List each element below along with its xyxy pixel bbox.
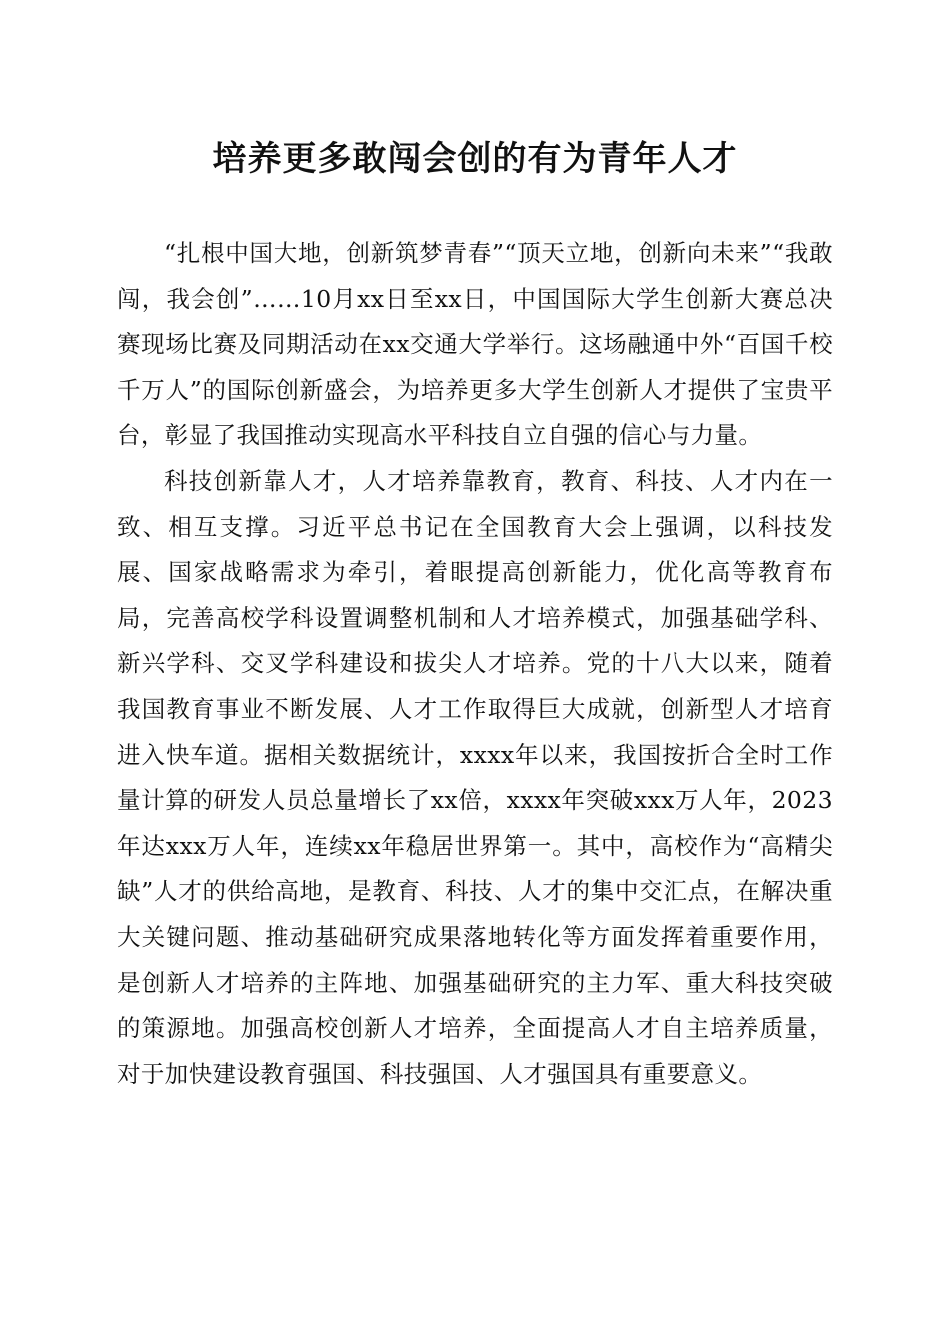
document-title: 培养更多敢闯会创的有为青年人才 [212, 139, 738, 179]
paragraph-2: 科技创新靠人才，人才培养靠教育，教育、科技、人才内在一致、相互支撑。习近平总书记在全国教育大会上强调，以科技发展、国家战略需求为牵引，着眼提高创新能力，优化高等教育布局，完善高校学科设置调整机制和人才培养模式，加强基础学科、新兴学科、交叉学科建设和拔尖人才培养。党的十八大以来，随着我国教育事业不断发展、人才工作取得巨大成就，创新型人才培育进入快车道。据相关数据统计，xxxx年以来，我国按折合全时工作量计算的研发人员总量增长了xx倍，xxxx年突破xxx万人年，2023年达xxx万人年，连续xx年稳居世界第一。其中，高校作为“高精尖缺”人才的供给高地，是教育、科技、人才的集中交汇点，在解决重大关键问题、推动基础研究成果落地转化等方面发挥着重要作用，是创新人才培养的主阵地、加强基础研究的主力军、重大科技突破的策源地。加强高校创新人才培养，全面提高人才自主培养质量，对于加快建设教育强国、科技强国、人才强国具有重要意义。 [117, 466, 833, 1088]
paragraph-1: “扎根中国大地，创新筑梦青春”“顶天立地，创新向未来”“我敢闯，我会创”……10月xx日至xx日，中国国际大学生创新大赛总决赛现场比赛及同期活动在xx交通大学举行。这场融通中外“百国千校千万人”的国际创新盛会，为培养更多大学生创新人才提供了宝贵平台，彰显了我国推动实现高水平科技自立自强的信心与力量。 [117, 239, 833, 450]
document-body [117, 231, 833, 1097]
